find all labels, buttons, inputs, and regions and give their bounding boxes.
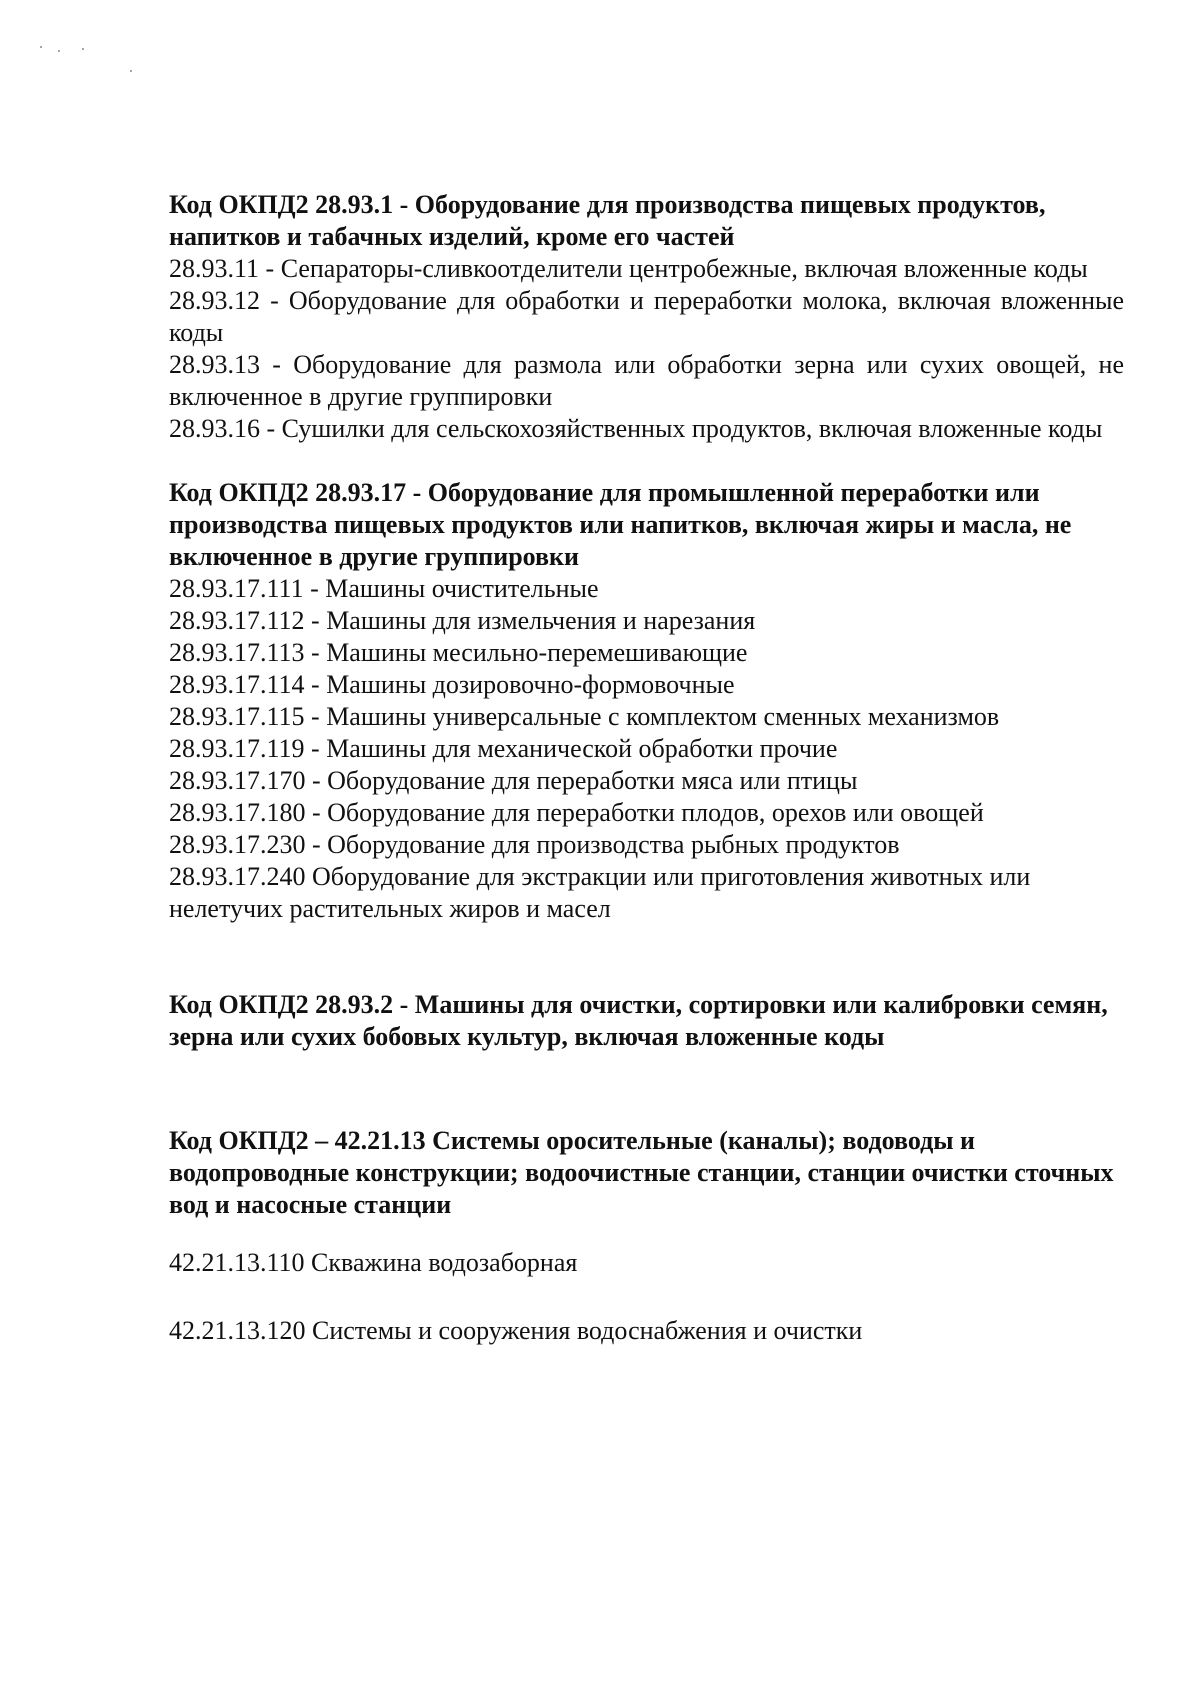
list-item: 28.93.12 - Оборудование для обработки и переработки молока, включая вложенные коды — [169, 286, 1124, 347]
list-item: 28.93.17.180 - Оборудование для переработки плодов, орехов или овощей — [169, 798, 984, 827]
section-okpd2-28-93-1 — [169, 189, 1124, 445]
list-item: 28.93.17.113 - Машины месильно-перемешивающие — [169, 638, 748, 667]
section-heading: Код ОКПД2 28.93.2 - Машины для очистки, сортировки или калибровки семян, зерна или сухих бобовых культур, включая вложенные коды — [169, 990, 1108, 1051]
scan-speck — [130, 70, 132, 72]
list-item: 28.93.16 - Сушилки для сельскохозяйственных продуктов, включая вложенные коды — [169, 414, 1103, 443]
list-item: 28.93.17.114 - Машины дозировочно-формовочные — [169, 670, 735, 699]
list-item: 42.21.13.120 Системы и сооружения водоснабжения и очистки — [169, 1316, 863, 1345]
section-heading: Код ОКПД2 28.93.1 - Оборудование для производства пищевых продуктов, напитков и табачных изделий, кроме его частей — [169, 190, 1046, 251]
list-item: 28.93.17.170 - Оборудование для переработки мяса или птицы — [169, 766, 858, 795]
list-item: 28.93.17.112 - Машины для измельчения и нарезания — [169, 606, 756, 635]
list-item: 28.93.13 - Оборудование для размола или обработки зерна или сухих овощей, не включенное в другие группировки — [169, 350, 1124, 411]
list-item: 28.93.17.240 Оборудование для экстракции или приготовления животных или нелетучих растительных жиров и масел — [169, 862, 1031, 923]
document-body — [169, 189, 1124, 1347]
section-okpd2-42-21-13 — [169, 1125, 1124, 1347]
section-heading: Код ОКПД2 28.93.17 - Оборудование для промышленной переработки или производства пищевых продуктов или напитков, включая жиры и масла, не включенное в другие группировки — [169, 478, 1072, 571]
section-okpd2-28-93-2 — [169, 989, 1124, 1053]
list-item: 28.93.11 - Сепараторы-сливкоотделители центробежные, включая вложенные коды — [169, 254, 1088, 283]
list-item: 28.93.17.115 - Машины универсальные с комплектом сменных механизмов — [169, 702, 1000, 731]
section-okpd2-28-93-17 — [169, 477, 1124, 925]
scan-speck — [82, 48, 84, 50]
section-heading: Код ОКПД2 – 42.21.13 Системы оросительные (каналы); водоводы и водопроводные конструкции; водоочистные станции, станции очистки сточных вод и насосные станции — [169, 1126, 1114, 1219]
list-item: 28.93.17.230 - Оборудование для производства рыбных продуктов — [169, 830, 900, 859]
list-item: 42.21.13.110 Скважина водозаборная — [169, 1248, 578, 1277]
list-item: 28.93.17.119 - Машины для механической обработки прочие — [169, 734, 838, 763]
scan-speck — [40, 46, 42, 48]
scan-speck — [58, 50, 60, 52]
list-item: 28.93.17.111 - Машины очистительные — [169, 574, 599, 603]
